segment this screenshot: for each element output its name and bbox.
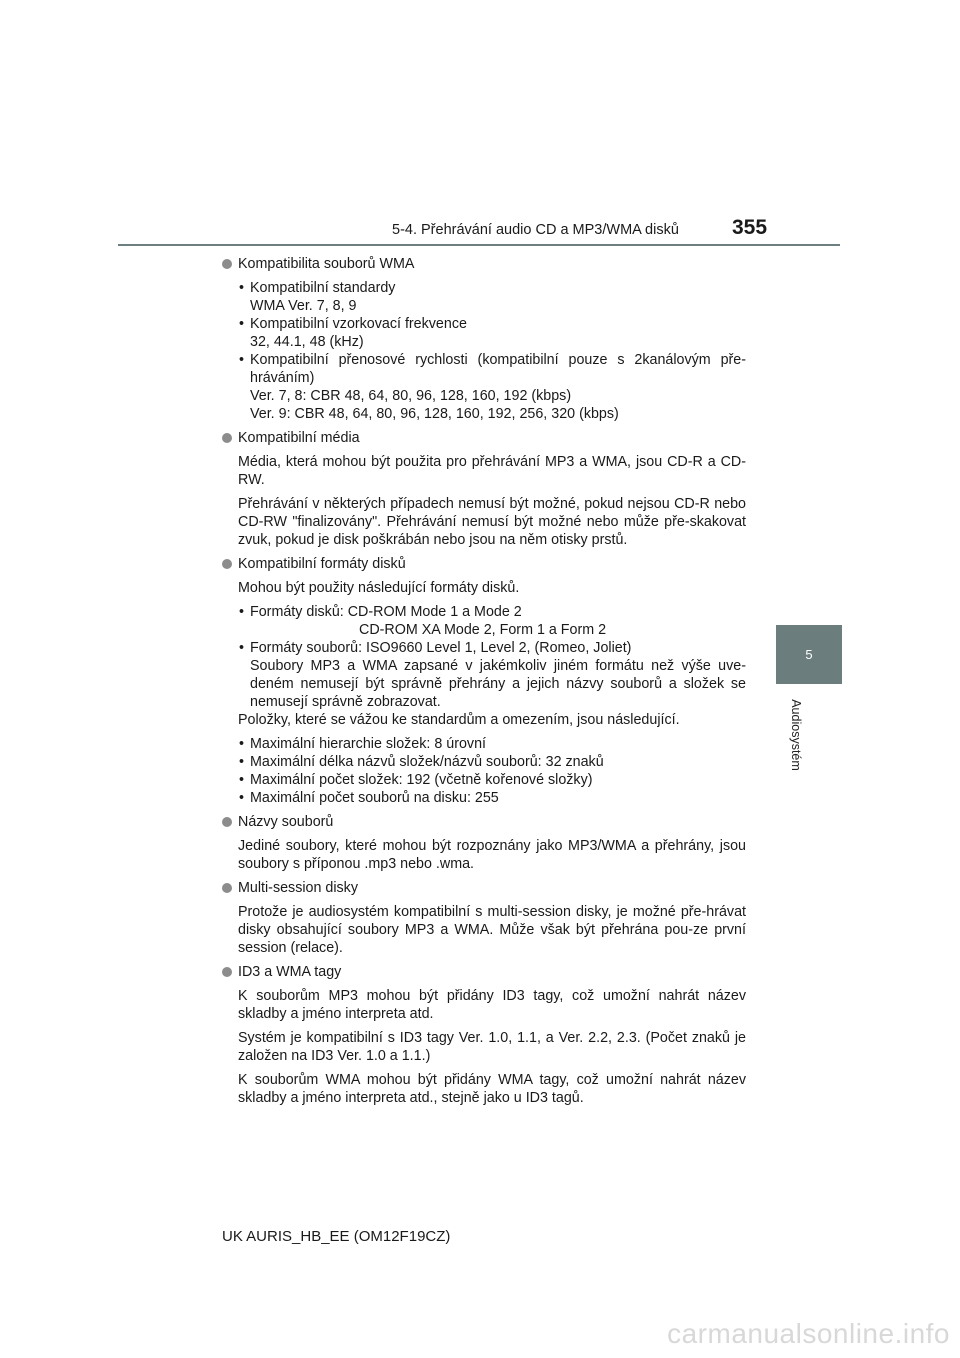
list-item: • Maximální počet souborů na disku: 255 [238,789,746,807]
section-heading [222,963,746,981]
chapter-number: 5 [805,647,813,662]
page-number: 355 [732,216,768,239]
paragraph: K souborům MP3 mohou být přidány ID3 tagy, což umožní nahrát název skladby a jméno interpreta atd. [238,988,746,1022]
watermark: carmanualsonline.info [667,1318,950,1349]
section-heading-text: Kompatibilní média [238,430,360,446]
section-file-names [222,813,746,873]
chapter-tab [776,625,842,684]
list-item [238,279,746,315]
page-content [222,255,746,1113]
paragraph: Položky, které se vážou ke standardům a omezením, jsou následující. [238,712,680,728]
list-item [238,351,746,423]
bullet-list [238,279,746,423]
list-item-line: 32, 44.1, 48 (kHz) [250,334,364,350]
list-item [238,315,746,351]
section-heading-text: Kompatibilní formáty disků [238,556,406,572]
section-id3-tags [222,963,746,1107]
paragraph: Jediné soubory, které mohou být rozpoznány jako MP3/WMA a přehrány, jsou soubory s příponou .mp3 nebo .wma. [238,838,746,872]
paragraph: Přehrávání v některých případech nemusí být možné, pokud nejsou CD-R nebo CD-RW "finalizovány". Přehrávání nemusí být možné nebo může pře-skakovat zvuk, pokud je disk poškrábán nebo jsou na něm otisky prstů. [238,496,746,548]
list-item-line: • Kompatibilní standardy [250,280,396,296]
bullet-dot-icon [222,967,232,977]
bullet-dot-icon [222,433,232,443]
list-item-line: • Kompatibilní vzorkovací frekvence [250,316,467,332]
list-item: • Maximální délka názvů složek/názvů souborů: 32 znaků [238,753,746,771]
list-item-line: Ver. 7, 8: CBR 48, 64, 80, 96, 128, 160, 192 (kbps) [250,388,572,404]
bullet-dot-icon [222,817,232,827]
section-heading-text: Kompatibilita souborů WMA [238,256,415,272]
bullet-dot-icon [222,883,232,893]
paragraph: Protože je audiosystém kompatibilní s multi-session disky, je možné pře-hrávat disky obsahující soubory MP3 a WMA. Může však být přehrána pou-ze první session (relace). [238,904,746,956]
section-heading [222,813,746,831]
section-heading [222,555,746,573]
list-item-line: Ver. 9: CBR 48, 64, 80, 96, 128, 160, 192, 256, 320 (kbps) [250,406,619,422]
list-item-line: • Kompatibilní přenosové rychlosti (kompatibilní pouze s 2kanálovým pře-hráváním) [250,352,746,386]
footer-model: UK AURIS_HB_EE (OM12F19CZ) [222,1228,451,1245]
section-heading-text: Multi-session disky [238,880,358,896]
chapter-label [776,690,816,780]
section-media [222,429,746,549]
bullet-dot-icon [222,259,232,269]
bullet-list [238,735,746,807]
section-heading [222,429,746,447]
list-item [238,639,746,711]
list-item-line: Soubory MP3 a WMA zapsané v jakémkoliv jiném formátu než výše uve-deném nemusejí být správně přehrány a jejich názvy souborů a složek se nemusejí správně zobrazovat. [250,658,746,710]
section-heading-text: Názvy souborů [238,814,334,830]
section-heading [222,255,746,273]
list-item: • Maximální počet složek: 192 (včetně kořenové složky) [238,771,746,789]
section-multisession [222,879,746,957]
section-wma-compat [222,255,746,423]
paragraph: K souborům WMA mohou být přidány WMA tagy, což umožní nahrát název skladby a jméno interpreta atd., stejně jako u ID3 tagů. [238,1072,746,1106]
bullet-list [238,603,746,711]
chapter-label-text: Audiosystém [789,699,803,771]
list-item-line: CD-ROM XA Mode 2, Form 1 a Form 2 [359,622,607,638]
section-heading-text: ID3 a WMA tagy [238,964,342,980]
paragraph: Mohou být použity následující formáty disků. [238,580,520,596]
header-rule [118,244,840,246]
list-item-line: • Formáty souborů: ISO9660 Level 1, Level 2, (Romeo, Joliet) [250,640,632,656]
list-item-line: • Formáty disků: CD-ROM Mode 1 a Mode 2 [250,604,522,620]
section-disc-formats [222,555,746,807]
list-item-line: WMA Ver. 7, 8, 9 [250,298,357,314]
header-title: 5-4. Přehrávání audio CD a MP3/WMA disků [392,222,679,238]
paragraph: Média, která mohou být použita pro přehrávání MP3 a WMA, jsou CD-R a CD-RW. [238,454,746,488]
section-heading [222,879,746,897]
paragraph: Systém je kompatibilní s ID3 tagy Ver. 1.0, 1.1, a Ver. 2.2, 2.3. (Počet znaků je založen na ID3 Ver. 1.0 a 1.1.) [238,1030,746,1064]
bullet-dot-icon [222,559,232,569]
list-item: • Maximální hierarchie složek: 8 úrovní [238,735,746,753]
list-item [238,603,746,639]
